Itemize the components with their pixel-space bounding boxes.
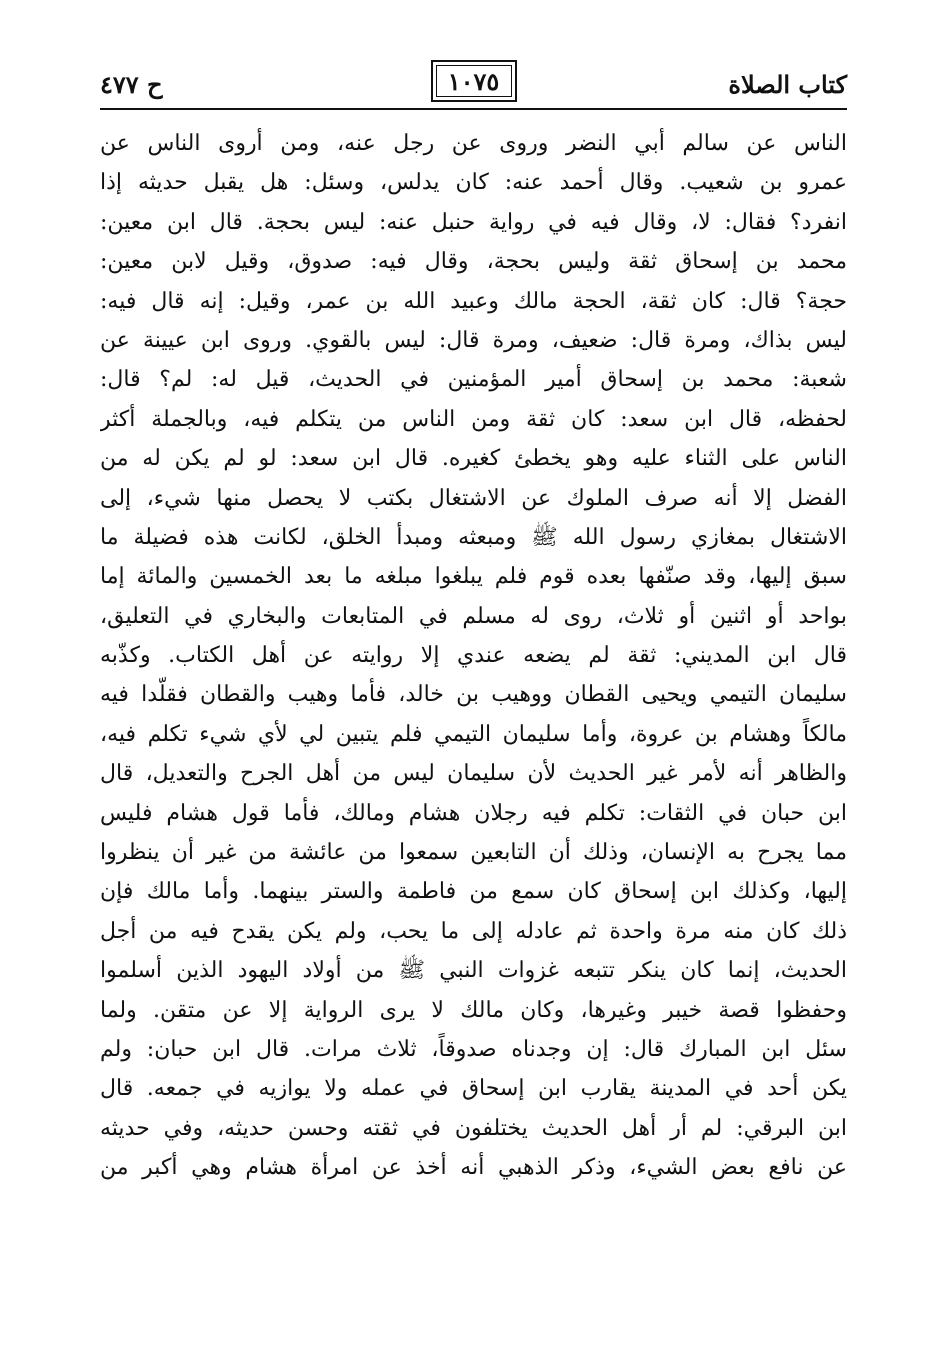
text-line: عمرو بن شعيب. وقال أحمد عنه: كان يدلس، وسئل: هل يقبل حديثه إذا xyxy=(100,170,847,196)
text-line: ليس بذاك، ومرة قال: ضعيف، ومرة قال: ليس بالقوي. وروى ابن عيينة عن xyxy=(100,327,847,353)
text-line: وحفظوا قصة خيبر وغيرها، وكان مالك لا يرى الرواية إلا عن متقن. ولما xyxy=(100,997,847,1023)
text-line: محمد بن إسحاق ثقة وليس بحجة، وقال فيه: صدوق، وقيل لابن معين: xyxy=(100,249,847,275)
text-line: مالكاً وهشام بن عروة، وأما سليمان التيمي فلم يتبين لي لأي شيء تكلم فيه، xyxy=(100,721,847,747)
text-line: والظاهر أنه لأمر غير الحديث لأن سليمان ليس من أهل الجرح والتعديل، قال xyxy=(100,761,847,787)
text-line: لحفظه، قال ابن سعد: كان ثقة ومن الناس من يتكلم فيه، وبالجملة أكثر xyxy=(100,406,847,432)
body-text xyxy=(100,124,847,1188)
text-line: الاشتغال بمغازي رسول الله ﷺ ومبعثه ومبدأ الخلق، لكانت هذه فضيلة ما xyxy=(100,524,847,550)
text-line: بواحد أو اثنين أو ثلاث، روى له مسلم في المتابعات والبخاري في التعليق، xyxy=(100,603,847,629)
text-line: انفرد؟ فقال: لا، وقال فيه في رواية حنبل عنه: ليس بحجة. قال ابن معين: xyxy=(100,209,847,235)
text-line: الفضل إلا أنه صرف الملوك عن الاشتغال بكتب لا يحصل منها شيء، إلى xyxy=(100,485,847,511)
text-line: شعبة: محمد بن إسحاق أمير المؤمنين في الحديث، قيل له: لم؟ قال: xyxy=(100,367,847,393)
text-line: إليها، وكذلك ابن إسحاق كان سمع من فاطمة والستر بينهما. وأما مالك فإن xyxy=(100,879,847,905)
text-line: سئل ابن المبارك قال: إن وجدناه صدوقاً، ثلاث مرات. قال ابن حبان: ولم xyxy=(100,1036,847,1062)
text-line: سليمان التيمي ويحيى القطان ووهيب بن خالد، فأما وهيب والقطان فقلّدا فيه xyxy=(100,682,847,708)
text-line: حجة؟ قال: كان ثقة، الحجة مالك وعبيد الله بن عمر، وقيل: إنه قال فيه: xyxy=(100,288,847,314)
text-line: عن نافع بعض الشيء، وذكر الذهبي أنه أخذ عن امرأة هشام وهي أكبر من xyxy=(100,1155,847,1181)
text-line: الحديث، إنما كان ينكر تتبعه غزوات النبي ﷺ من أولاد اليهود الذين أسلموا xyxy=(100,958,847,984)
hadith-reference: ح ٤٧٧ xyxy=(100,70,163,99)
text-line: الناس عن سالم أبي النضر وروى عن رجل عنه، ومن أروى الناس عن xyxy=(100,131,847,156)
page-number: ١٠٧٥ xyxy=(447,66,500,96)
book-title: كتاب الصلاة xyxy=(728,70,847,99)
text-line: يكن أحد في المدينة يقارب ابن إسحاق في عمله ولا يوازيه في جمعه. قال xyxy=(100,1076,847,1102)
text-line: سبق إليها، وقد صنّفها بعده قوم فلم يبلغوا مبلغه ما بعد الخمسين والمائة إما xyxy=(100,564,847,590)
text-line: الناس على الثناء عليه وهو يخطئ كغيره. قال ابن سعد: لو لم يكن له من xyxy=(100,446,847,472)
text-line: قال ابن المديني: ثقة لم يضعه عندي إلا روايته عن أهل الكتاب. وكذّبه xyxy=(100,643,847,669)
text-line: ابن البرقي: لم أر أهل الحديث يختلفون في ثقته وحسن حديثه، وفي حديثه xyxy=(100,1115,847,1141)
header-rule xyxy=(100,108,847,110)
text-line: ذلك كان منه مرة واحدة ثم عادله إلى ما يحب، ولم يكن يقدح فيه من أجل xyxy=(100,918,847,944)
text-line: مما يجرح به الإنسان، وذلك أن التابعين سمعوا من عائشة من غير أن ينظروا xyxy=(100,840,847,866)
page-header xyxy=(100,60,847,108)
text-line: ابن حبان في الثقات: تكلم فيه رجلان هشام ومالك، فأما قول هشام فليس xyxy=(100,800,847,826)
page-number-frame xyxy=(431,60,517,102)
